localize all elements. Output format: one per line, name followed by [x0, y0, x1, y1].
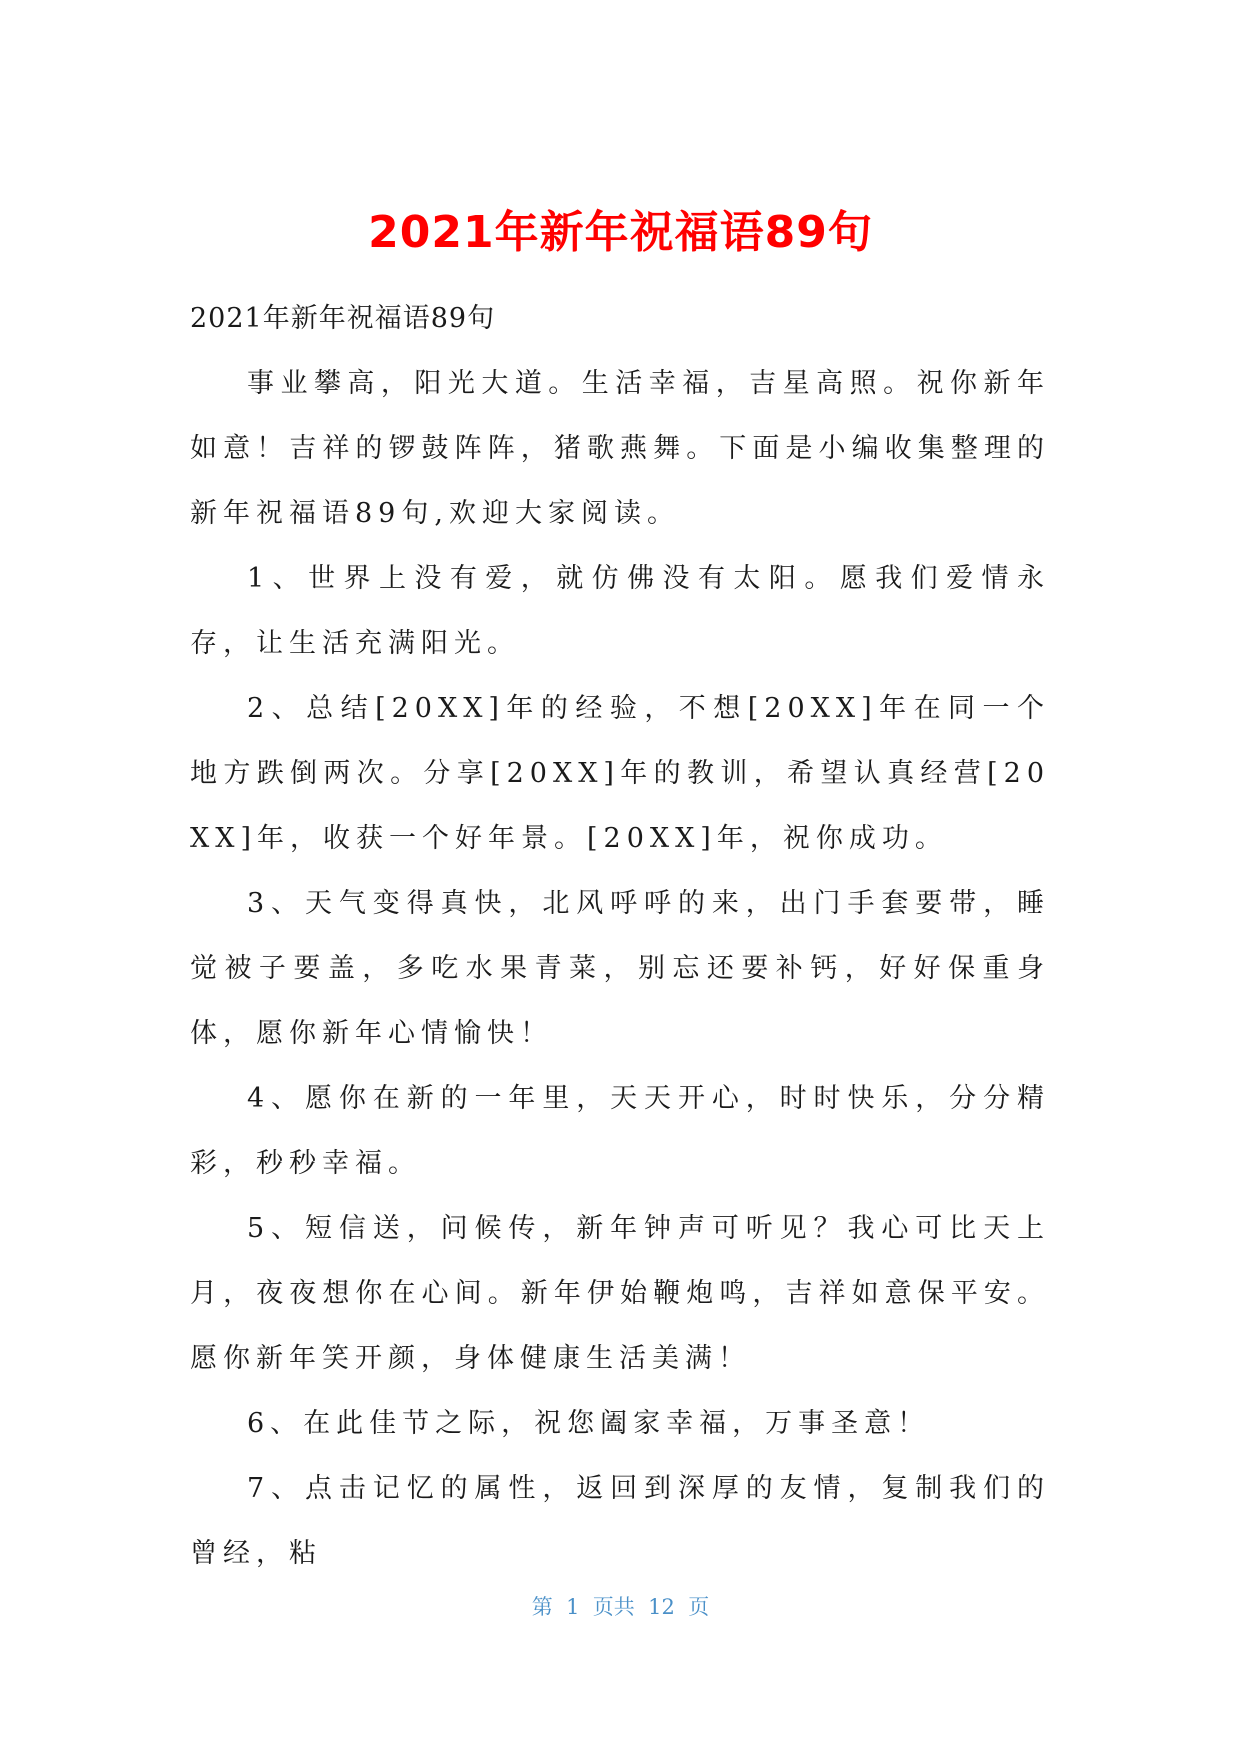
page-footer: 第 1 页共 12 页: [531, 1595, 710, 1619]
blessing-item-1: 1、世界上没有爱，就仿佛没有太阳。愿我们爱情永存，让生活充满阳光。: [190, 563, 1050, 659]
blessing-item-7: 7、点击记忆的属性，返回到深厚的友情，复制我们的曾经，粘: [190, 1473, 1050, 1569]
document-body: [190, 286, 1050, 1586]
blessing-item-3: 3、天气变得真快，北风呼呼的来，出门手套要带，睡觉被子要盖，多吃水果青菜，别忘还要补钙，好好保重身体，愿你新年心情愉快！: [190, 888, 1050, 1049]
blessing-item-6: 6、在此佳节之际，祝您阖家幸福，万事圣意！: [247, 1408, 931, 1439]
document-title: 2021年新年祝福语89句: [368, 207, 873, 258]
blessing-item-5: 5、短信送，问候传，新年钟声可听见？我心可比天上月，夜夜想你在心间。新年伊始鞭炮鸣，吉祥如意保平安。愿你新年笑开颜，身体健康生活美满！: [190, 1213, 1050, 1374]
blessing-item-4: 4、愿你在新的一年里，天天开心，时时快乐，分分精彩，秒秒幸福。: [190, 1083, 1050, 1179]
intro-paragraph: 事业攀高，阳光大道。生活幸福，吉星高照。祝你新年如意！吉祥的锣鼓阵阵，猪歌燕舞。下面是小编收集整理的新年祝福语89句,欢迎大家阅读。: [190, 368, 1050, 529]
document-subtitle: 2021年新年祝福语89句: [190, 303, 496, 334]
blessing-item-2: 2、总结[20XX]年的经验，不想[20XX]年在同一个地方跌倒两次。分享[20XX]年的教训，希望认真经营[20XX]年，收获一个好年景。[20XX]年，祝你成功。: [190, 693, 1050, 854]
